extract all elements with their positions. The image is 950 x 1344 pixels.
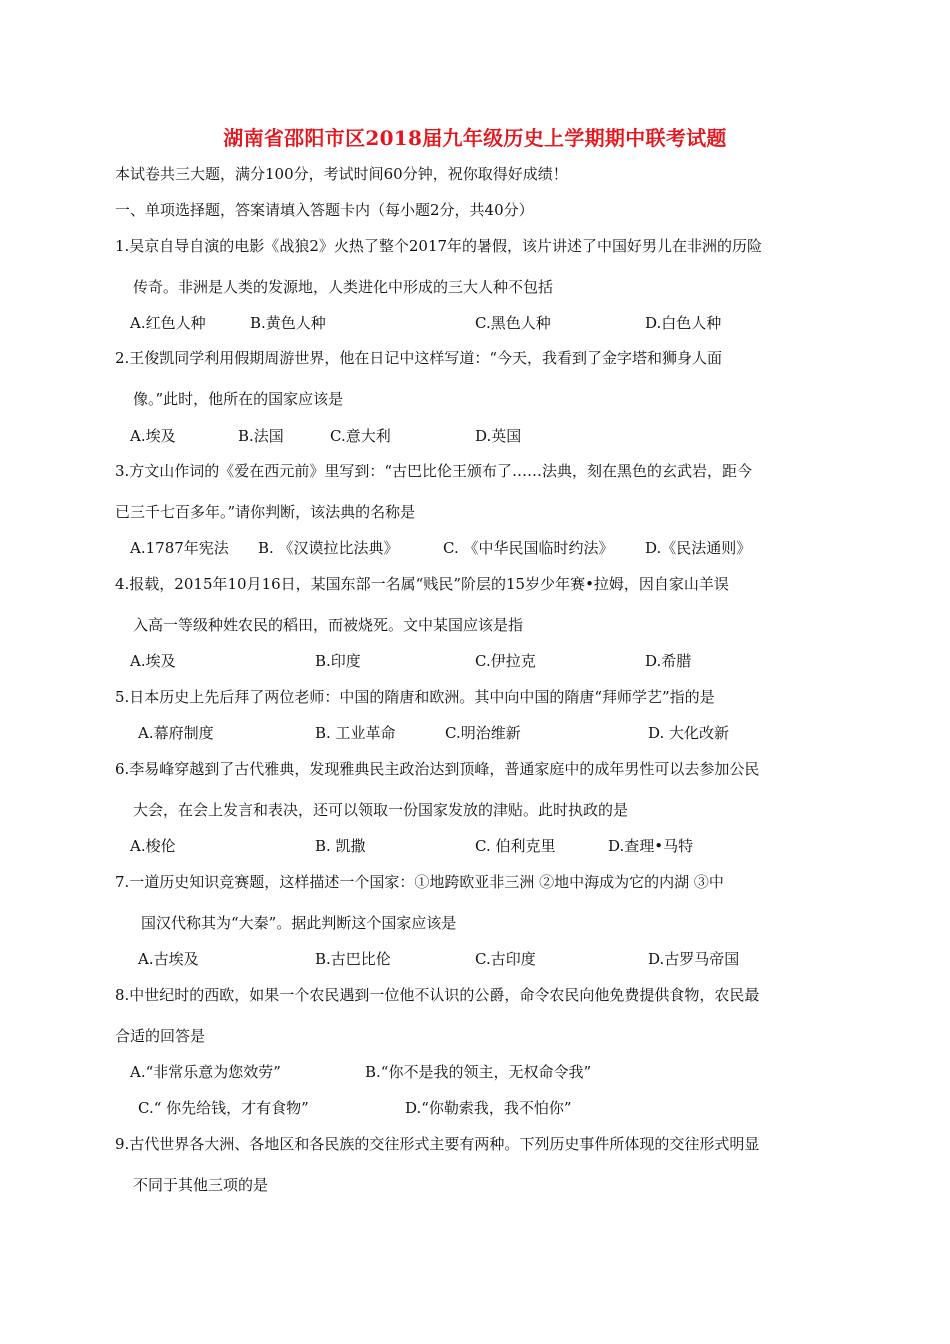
page-title: 湖南省邵阳市区2018届九年级历史上学期期中联考试题 xyxy=(223,126,727,150)
question-1-line-2: 传奇。非洲是人类的发源地，人类进化中形成的三大人种不包括 xyxy=(133,278,554,296)
question-4-option-c: C.伊拉克 xyxy=(475,652,536,670)
question-8-line-2: 合适的回答是 xyxy=(115,1027,206,1045)
question-8-line-1: 8.中世纪时的西欧，如果一个农民遇到一位他不认识的公爵，命令农民向他免费提供食物，农民最 xyxy=(115,986,760,1004)
question-7-option-d: D.古罗马帝国 xyxy=(648,950,740,968)
question-7-option-c: C.古印度 xyxy=(475,950,536,968)
question-2-line-2: 像。”此时，他所在的国家应该是 xyxy=(133,390,344,408)
question-1-option-d: D.白色人种 xyxy=(645,314,722,332)
question-1-option-a: A.红色人种 xyxy=(130,314,206,332)
question-8-option-a: A.“非常乐意为您效劳” xyxy=(130,1063,281,1081)
question-2-option-d: D.英国 xyxy=(475,427,522,445)
question-4-line-1: 4.报载，2015年10月16日，某国东部一名属“贱民”阶层的15岁少年赛•拉姆，因自家山羊误 xyxy=(115,575,729,593)
question-4-line-2: 入高一等级种姓农民的稻田，而被烧死。文中某国应该是指 xyxy=(133,616,524,634)
question-6-option-c: C. 伯利克里 xyxy=(475,837,556,855)
question-2-option-b: B.法国 xyxy=(238,427,284,445)
question-7-line-1: 7.一道历史知识竞赛题，这样描述一个国家：①地跨欧亚非三洲 ②地中海成为它的内湖 ③中 xyxy=(115,873,724,891)
question-5-option-a: A.幕府制度 xyxy=(138,724,214,742)
question-5-option-d: D. 大化改新 xyxy=(648,724,730,742)
question-8-option-b: B.“你不是我的领主，无权命令我” xyxy=(365,1063,592,1081)
question-5-line-1: 5.日本历史上先后拜了两位老师：中国的隋唐和欧洲。其中向中国的隋唐“拜师学艺”指的是 xyxy=(115,688,715,706)
question-2-option-c: C.意大利 xyxy=(330,427,391,445)
question-1-option-c: C.黑色人种 xyxy=(475,314,551,332)
question-6-line-2: 大会，在会上发言和表决，还可以领取一份国家发放的津贴。此时执政的是 xyxy=(133,801,629,819)
question-4-option-b: B.印度 xyxy=(315,652,361,670)
question-1-option-b: B.黄色人种 xyxy=(250,314,326,332)
question-7-option-b: B.古巴比伦 xyxy=(315,950,391,968)
question-5-option-c: C.明治维新 xyxy=(445,724,521,742)
question-4-option-a: A.埃及 xyxy=(130,652,176,670)
question-3-line-1: 3.方文山作词的《爱在西元前》里写到：“古巴比伦王颁布了……法典，刻在黑色的玄武岩，距今 xyxy=(115,462,752,480)
question-3-option-c: C. 《中华民国临时约法》 xyxy=(443,539,614,557)
exam-intro: 本试卷共三大题，满分100分，考试时间60分钟，祝你取得好成绩！ xyxy=(115,165,568,183)
question-6-line-1: 6.李易峰穿越到了古代雅典，发现雅典民主政治达到顶峰，普通家庭中的成年男性可以去参加公民 xyxy=(115,760,760,778)
question-8-option-c: C.“ 你先给钱，才有食物” xyxy=(138,1099,309,1117)
question-6-option-d: D.查理•马特 xyxy=(608,837,694,855)
question-3-option-d: D.《民法通则》 xyxy=(645,539,752,557)
question-9-line-1: 9.古代世界各大洲、各地区和各民族的交往形式主要有两种。下列历史事件所体现的交往形式明显 xyxy=(115,1135,760,1153)
question-3-option-b: B. 《汉谟拉比法典》 xyxy=(258,539,399,557)
question-2-option-a: A.埃及 xyxy=(130,427,176,445)
question-7-line-2: 国汉代称其为“大秦”。据此判断这个国家应该是 xyxy=(141,914,457,932)
question-3-line-2: 已三千七百多年。”请你判断，该法典的名称是 xyxy=(115,503,416,521)
question-3-option-a: A.1787年宪法 xyxy=(130,539,229,557)
question-1-line-1: 1.吴京自导自演的电影《战狼2》火热了整个2017年的暑假，该片讲述了中国好男儿在非洲的历险 xyxy=(115,237,763,255)
section-heading: 一、单项选择题，答案请填入答题卡内（每小题2分，共40分） xyxy=(115,201,534,219)
question-4-option-d: D.希腊 xyxy=(645,652,692,670)
question-5-option-b: B. 工业革命 xyxy=(315,724,396,742)
question-6-option-b: B. 凯撒 xyxy=(315,837,366,855)
question-7-option-a: A.古埃及 xyxy=(138,950,199,968)
question-6-option-a: A.梭伦 xyxy=(130,837,176,855)
question-2-line-1: 2.王俊凯同学利用假期周游世界，他在日记中这样写道：“今天，我看到了金字塔和狮身人面 xyxy=(115,349,722,367)
question-9-line-2: 不同于其他三项的是 xyxy=(133,1176,269,1194)
question-8-option-d: D.“你勒索我，我不怕你” xyxy=(405,1099,572,1117)
